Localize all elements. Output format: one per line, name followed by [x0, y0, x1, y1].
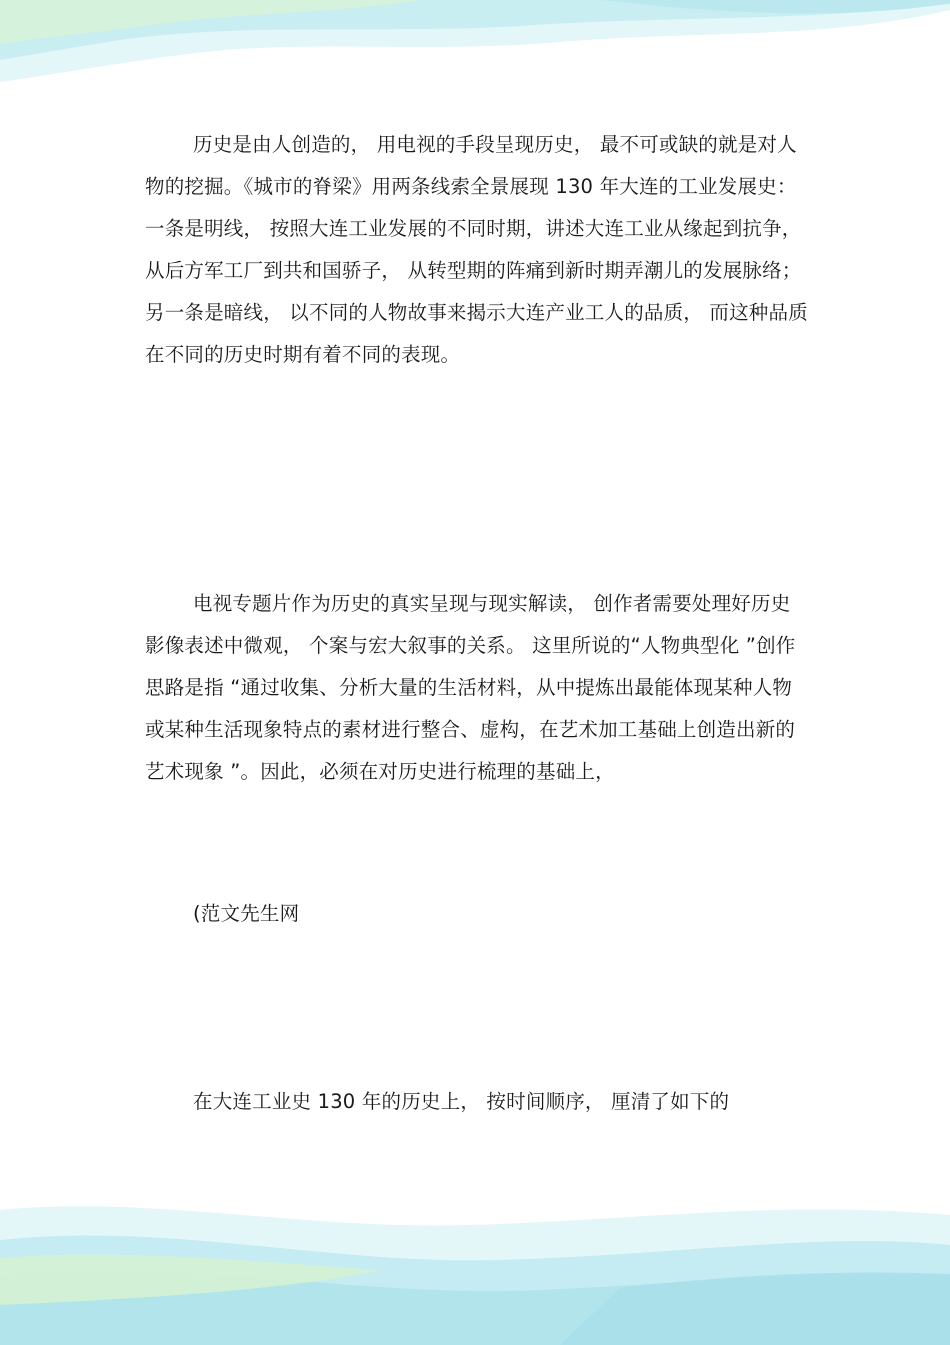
- top-wave-decoration: [0, 0, 950, 95]
- paragraph-1: 历史是由人创造的， 用电视的手段呈现历史， 最不可或缺的就是对人物的挖掘。《城市的脊梁》用两条线索全景展现 130 年大连的工业发展史： 一条是明线， 按照大连工业发展的不同时期，讲述大连工业从缘起到抗争， 从后方军工厂到共和国骄子， 从转型期的阵痛到新时期弄潮儿的发展脉络； 另一条是暗线， 以不同的人物故事来揭示大连产业工人的品质， 而这种品质在不同的历史时期有着不同的表现。: [145, 133, 808, 366]
- document-body: [145, 124, 810, 1123]
- paragraph-3: (范文先生网: [193, 902, 300, 925]
- paragraph-2: 电视专题片作为历史的真实呈现与现实解读， 创作者需要处理好历史影像表述中微观， 个案与宏大叙事的关系。 这里所说的“人物典型化 ”创作思路是指 “通过收集、分析大量的生活材料，从中提炼出最能体现某种人物或某种生活现象特点的素材进行整合、虚构，在艺术加工基础上创造出新的艺术现象 ”。因此，必须在对历史进行梳理的基础上，: [145, 592, 796, 783]
- bottom-wave-decoration: [0, 1170, 950, 1345]
- paragraph-4: 在大连工业史 130 年的历史上， 按时间顺序， 厘清了如下的: [193, 1090, 730, 1113]
